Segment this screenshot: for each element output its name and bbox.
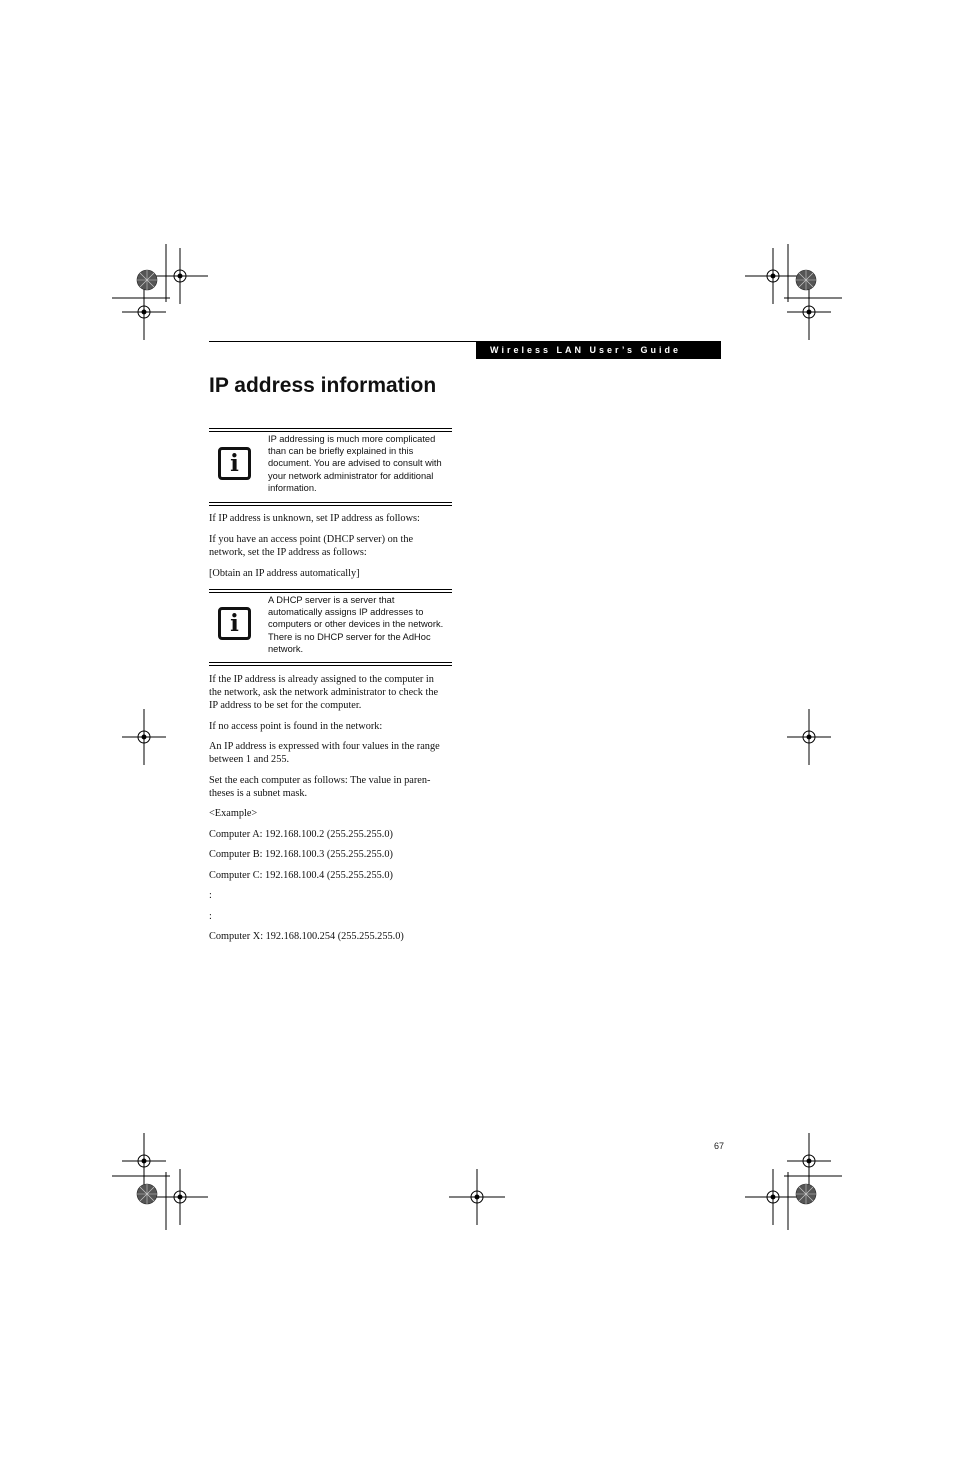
- info-icon: i: [218, 607, 251, 640]
- registration-crosshair: [122, 284, 166, 340]
- note-line: your network administrator for additional: [268, 470, 434, 481]
- paragraph-line: If the IP address is already assigned to the computer in: [209, 674, 434, 685]
- note-line: than can be briefly explained in this: [268, 446, 414, 457]
- note-line: automatically assigns IP addresses to: [268, 607, 424, 618]
- registration-crosshair: [152, 1169, 208, 1225]
- registration-target-rays: [796, 270, 816, 290]
- registration-crosshair: [152, 248, 208, 304]
- example-line: :: [209, 890, 212, 901]
- example-line: Computer A: 192.168.100.2 (255.255.255.0): [209, 829, 393, 840]
- example-line: Computer B: 192.168.100.3 (255.255.255.0): [209, 849, 393, 860]
- note-line: IP addressing is much more complicated: [268, 434, 436, 444]
- paragraph-line: between 1 and 255.: [209, 754, 290, 765]
- note-line: network.: [268, 643, 304, 654]
- example-line: Computer C: 192.168.100.4 (255.255.255.0): [209, 870, 393, 881]
- registration-crosshair: [787, 1133, 831, 1189]
- registration-crosshair: [745, 248, 801, 304]
- paragraph-line: network, set the IP address as follows:: [209, 547, 367, 558]
- registration-crosshair: [122, 709, 166, 765]
- note-line: document. You are advised to consult with: [268, 458, 442, 469]
- paragraph-line: If you have an access point (DHCP server) on the: [209, 534, 414, 545]
- example-label: <Example>: [209, 808, 258, 819]
- paragraph-line: theses is a subnet mask.: [209, 788, 308, 799]
- running-header: Wireless LAN User’s Guide: [476, 342, 721, 359]
- info-icon: i: [218, 447, 251, 480]
- note-line: information.: [268, 482, 317, 493]
- page-number: 67: [714, 1141, 725, 1151]
- paragraph: If no access point is found in the network:: [209, 721, 383, 732]
- paragraph-line: An IP address is expressed with four values in the range: [209, 741, 440, 752]
- note-line: computers or other devices in the network.: [268, 619, 444, 630]
- registration-target-rays: [796, 1184, 816, 1204]
- registration-crosshair: [122, 1133, 166, 1189]
- paragraph-line: Set the each computer as follows: The value in paren-: [209, 775, 431, 786]
- page-title: IP address information: [209, 374, 437, 397]
- registration-crosshair: [787, 284, 831, 340]
- registration-crosshair: [745, 1169, 801, 1225]
- paragraph-line: the network, ask the network administrator to check the: [209, 687, 439, 698]
- example-line: :: [209, 911, 212, 922]
- paragraph: If IP address is unknown, set IP address as follows:: [209, 513, 420, 524]
- registration-crosshair: [787, 709, 831, 765]
- registration-crosshair: [449, 1169, 505, 1225]
- registration-target-rays: [137, 270, 157, 290]
- note-line: There is no DHCP server for the AdHoc: [268, 631, 431, 642]
- paragraph: [Obtain an IP address automatically]: [209, 568, 360, 579]
- registration-target-rays: [137, 1184, 157, 1204]
- example-line: Computer X: 192.168.100.254 (255.255.255.0): [209, 931, 404, 942]
- note-line: A DHCP server is a server that: [268, 595, 395, 605]
- paragraph-line: IP address to be set for the computer.: [209, 700, 362, 711]
